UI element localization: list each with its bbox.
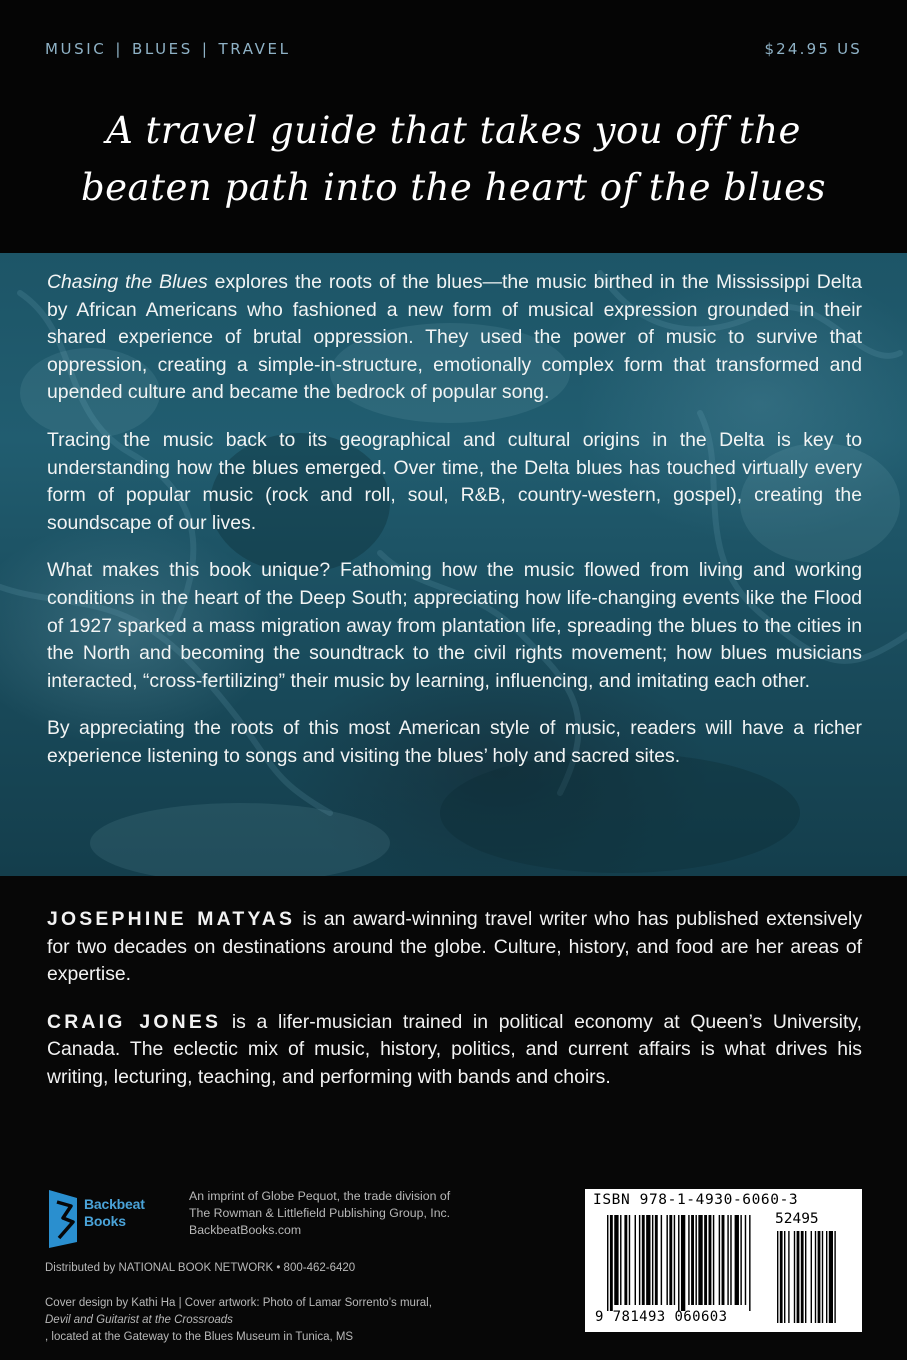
- barcode-bar: [661, 1215, 662, 1305]
- header-band: [0, 0, 907, 253]
- publisher-logo-text: Backbeat Books: [84, 1196, 145, 1229]
- barcode-bar: [740, 1215, 741, 1305]
- barcode-bar: [655, 1215, 658, 1305]
- barcode-bar: [642, 1215, 645, 1305]
- mural-title: Devil and Guitarist at the Crossroads: [45, 1314, 233, 1326]
- barcode-bar: [691, 1215, 694, 1305]
- addon-bar: [788, 1231, 789, 1323]
- addon-bar: [834, 1231, 835, 1323]
- addon-bar: [801, 1231, 804, 1323]
- addon-bar: [784, 1231, 785, 1323]
- blurb-paragraph-4: By appreciating the roots of this most American style of music, readers will have a richer experience listening to songs and visiting the blues’ holy and sacred sites.: [47, 717, 862, 767]
- author-bio-2: CRAIG JONES is a lifer-musician trained in political economy at Queen’s University, Canada. The eclectic mix of music, history, politics, and current affairs is what drives his writing, lecturing, teaching, and performing with bands and choirs.: [47, 1010, 862, 1088]
- barcode-bar: [713, 1215, 714, 1305]
- addon-bar: [794, 1231, 795, 1323]
- cover-credits: Cover design by Kathi Ha | Cover artwork: Photo of Lamar Sorrento’s mural, Devil and Guitarist at the Crossroads , located at the Gateway to the Blues Museum in Tunica, MS: [45, 1297, 432, 1343]
- tagline-line-2: beaten path into the heart of the blues: [80, 166, 827, 209]
- barcode-bar: [607, 1215, 608, 1311]
- distribution-line: Distributed by NATIONAL BOOK NETWORK • 800-462-6420: [45, 1262, 356, 1274]
- category-separator: |: [201, 40, 210, 58]
- barcode-bar: [635, 1215, 636, 1305]
- addon-bar: [805, 1231, 806, 1323]
- publisher-website: BackbeatBooks.com: [189, 1223, 302, 1237]
- barcode-bar: [669, 1215, 672, 1305]
- barcode-bar: [719, 1215, 720, 1305]
- barcode-bar: [614, 1215, 618, 1305]
- barcode-bar: [722, 1215, 725, 1305]
- addon-bar: [811, 1231, 812, 1323]
- addon-bar: [829, 1231, 833, 1323]
- category-travel: TRAVEL: [218, 40, 291, 58]
- barcode-bar: [745, 1215, 746, 1305]
- barcode-bar: [704, 1215, 707, 1305]
- barcode-bar: [629, 1215, 630, 1305]
- barcode-bar: [730, 1215, 731, 1305]
- category-separator: |: [115, 40, 123, 58]
- barcode-bar: [652, 1215, 653, 1305]
- blurb-panel: [0, 253, 907, 876]
- price-code: 52495: [775, 1211, 819, 1227]
- barcode-bar: [727, 1215, 728, 1305]
- barcode-bar: [681, 1215, 685, 1311]
- blurb-text: [47, 269, 862, 791]
- barcode-bar: [695, 1215, 696, 1305]
- author-name-1: JOSEPHINE MATYAS: [47, 908, 296, 930]
- barcode-bar: [646, 1215, 650, 1305]
- addon-bar: [826, 1231, 827, 1323]
- addon-bar: [818, 1231, 821, 1323]
- barcode-bar: [639, 1215, 640, 1305]
- blurb-paragraph-3: What makes this book unique? Fathoming how the music flowed from living and working conditions in the heart of the Deep South; appreciating how life-changing events like the Flood of 1927 sparked a mass migration away from plantation life, spreading the blues to the cities in the North and becoming the soundtrack to the civil rights movement; how blues musicians interacted, “cross-fertilizing” their music by learning, influencing, and imitating each other.: [47, 559, 862, 692]
- addon-bar: [822, 1231, 823, 1323]
- addon-bar: [777, 1231, 778, 1323]
- imprint-text: An imprint of Globe Pequot, the trade division of The Rowman & Littlefield Publishing Group, Inc. BackbeatBooks.com: [189, 1189, 451, 1237]
- blurb-paragraph-2: Tracing the music back to its geographical and cultural origins in the Delta is key to understanding how the blues emerged. Over time, the Delta blues has touched virtually every form of popular music (rock and roll, soul, R&B, country-western, gospel), creating the soundscape of our lives.: [47, 428, 862, 534]
- addon-bar: [815, 1231, 816, 1323]
- addon-bar: [797, 1231, 800, 1323]
- barcode-bar: [678, 1215, 679, 1311]
- addon-bar: [780, 1231, 783, 1323]
- tagline: [0, 102, 907, 216]
- category-music: MUSIC: [45, 40, 107, 58]
- isbn-barcode: [585, 1189, 862, 1332]
- isbn-text: ISBN 978-1-4930-6060-3: [593, 1192, 799, 1208]
- barcode-bar: [666, 1215, 667, 1305]
- ean-digits: 9 781493 060603: [595, 1309, 728, 1325]
- blurb-paragraph-1: Chasing the Blues explores the roots of the blues—the music birthed in the Mississippi Delta by African Americans who fashioned a new form of musical expression grounded in their shared experience of brutal oppression. They used the power of music to survive that oppression, creating a simple-in-structure, emotionally complex form that transformed and upended culture and became the bedrock of popular song.: [47, 271, 862, 404]
- barcode-bar: [624, 1215, 627, 1305]
- barcode-bar: [620, 1215, 621, 1305]
- author-bio-1: JOSEPHINE MATYAS is an award-winning travel writer who has published extensively for two decades on destinations around the globe. Culture, history, and food are her areas of expertise.: [47, 908, 863, 986]
- category-labels: [45, 40, 291, 58]
- barcode-bar: [698, 1215, 702, 1305]
- barcode-bar: [749, 1215, 750, 1311]
- barcode-bar: [674, 1215, 675, 1305]
- barcode-bar: [709, 1215, 712, 1305]
- tagline-line-1: A travel guide that takes you off the: [106, 109, 801, 152]
- book-title-italic: Chasing the Blues: [47, 271, 208, 293]
- barcode-bar: [610, 1215, 613, 1311]
- author-bios: [47, 906, 862, 1112]
- author-name-2: CRAIG JONES: [47, 1010, 222, 1033]
- barcode-bar: [688, 1215, 689, 1305]
- price-label: $24.95 US: [764, 40, 862, 58]
- barcode-bar: [735, 1215, 739, 1305]
- category-blues: BLUES: [132, 40, 193, 58]
